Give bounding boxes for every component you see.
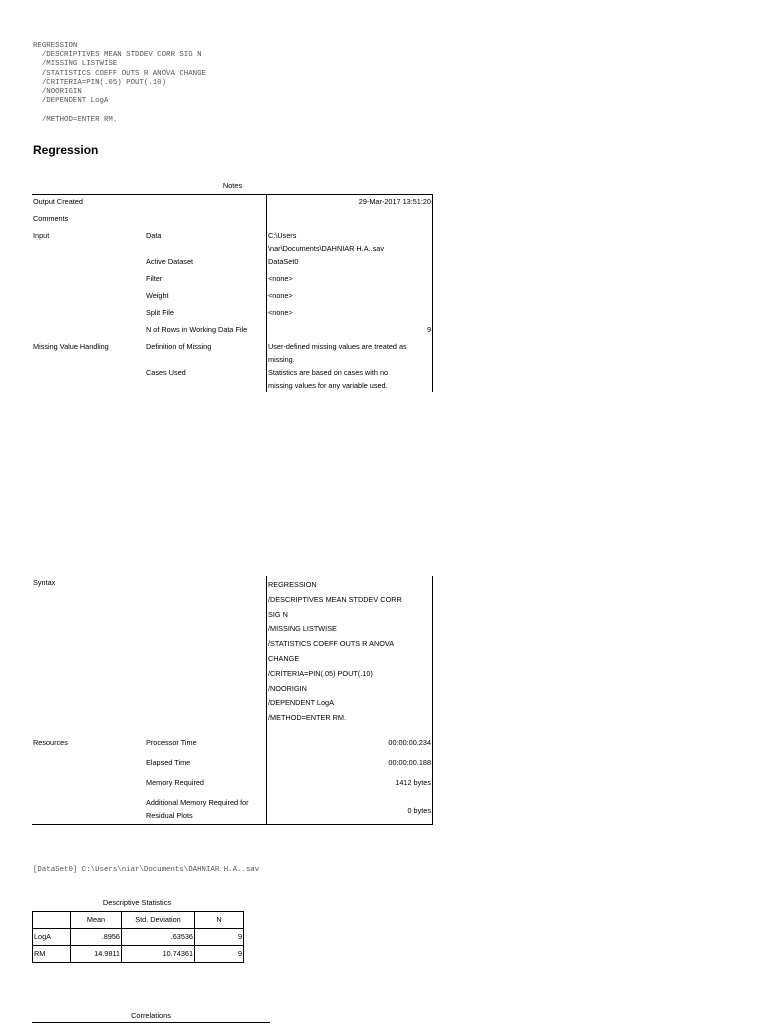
syntax-line: /STATISTICS COEFF OUTS R ANOVA CHANGE <box>33 69 206 78</box>
syntax-value-line: /CRITERIA=PIN(.05) POUT(.10) <box>268 668 373 678</box>
syntax-value-line: /STATISTICS COEFF OUTS R ANOVA <box>268 639 395 649</box>
syntax-line: /NOORIGIN <box>33 88 82 97</box>
syntax-value-line: REGRESSION <box>268 580 317 589</box>
header-cell: Mean <box>71 912 122 929</box>
table-row <box>33 929 244 946</box>
row-sublabel: Active Dataset <box>146 257 194 266</box>
row-sublabel <box>145 212 267 229</box>
data-path-line1: C:\Users <box>268 231 297 240</box>
row-value: DataSet0 <box>267 255 433 272</box>
row-sublabel: Memory Required <box>146 778 204 787</box>
descriptive-table <box>32 911 244 963</box>
row-value <box>267 366 433 392</box>
row-value: <none> <box>267 272 433 289</box>
table-header-row <box>33 912 244 929</box>
row-value: 00:00:00.234 <box>267 736 433 756</box>
correlations-table-top-border <box>32 1022 270 1023</box>
table-row <box>32 366 433 392</box>
syntax-line: /DESCRIPTIVES MEAN STDDEV CORR SIG N <box>33 51 202 60</box>
row-label <box>32 366 145 392</box>
row-sublabel <box>145 796 267 825</box>
row-label <box>32 323 145 340</box>
syntax-value-line: /DEPENDENT LogA <box>268 698 334 708</box>
row-sublabel <box>145 195 267 213</box>
dataset-line: [DataSet0] C:\Users\niar\Documents\DAHNIAR H.A..sav <box>33 866 260 874</box>
table-row <box>32 255 433 272</box>
row-label: Missing Value Handling <box>33 342 109 351</box>
add-memory-line1: Additional Memory Required for <box>146 798 249 807</box>
row-value: <none> <box>267 289 433 306</box>
row-label: Syntax <box>33 578 56 587</box>
table-row <box>32 340 433 366</box>
cases-line1: Statistics are based on cases with no <box>268 368 389 377</box>
row-label <box>32 306 145 323</box>
def-missing-line2: missing. <box>268 355 295 364</box>
row-value <box>267 340 433 366</box>
notes-caption: Notes <box>222 181 243 190</box>
syntax-value-line: /DESCRIPTIVES MEAN STDDEV CORR <box>268 594 402 604</box>
table-row <box>32 212 433 229</box>
descriptive-caption: Descriptive Statistics <box>102 898 172 907</box>
table-row <box>32 323 433 340</box>
row-value: <none> <box>267 306 433 323</box>
row-value: 1412 bytes <box>267 776 433 796</box>
row-value: 9 <box>267 323 433 340</box>
row-label: Output Created <box>32 195 145 213</box>
cell-std: 10.74361 <box>122 946 195 963</box>
row-label: LogA <box>33 929 71 946</box>
row-label <box>32 796 145 825</box>
syntax-value-line: SIG N <box>268 609 288 619</box>
row-sublabel: Elapsed Time <box>146 758 191 767</box>
row-label <box>32 255 145 272</box>
row-label: Comments <box>33 214 69 223</box>
row-label: RM <box>33 946 71 963</box>
add-memory-line2: Residual Plots <box>146 811 193 820</box>
cell-std: .63536 <box>122 929 195 946</box>
regression-heading: Regression <box>33 143 99 157</box>
header-cell: Std. Deviation <box>122 912 195 929</box>
row-sublabel <box>145 576 267 736</box>
correlations-caption: Correlations <box>131 1011 171 1020</box>
row-value: 00:00:00.188 <box>267 756 433 776</box>
row-sublabel: Definition of Missing <box>146 342 212 351</box>
cell-mean: 14.9811 <box>71 946 122 963</box>
data-path-line2: \nar\Documents\DAHNIAR H.A..sav <box>268 244 384 253</box>
row-value <box>267 229 433 255</box>
table-row <box>32 756 433 776</box>
table-row <box>32 289 433 306</box>
notes-table-part2 <box>32 576 433 825</box>
syntax-value-lines <box>268 578 432 726</box>
table-row <box>32 195 433 213</box>
cases-line2: missing values for any variable used. <box>268 381 388 390</box>
row-sublabel: Data <box>146 231 162 240</box>
syntax-value-line: CHANGE <box>268 653 300 663</box>
row-label <box>32 289 145 306</box>
syntax-value-line: /NOORIGIN <box>268 683 307 693</box>
table-row <box>32 576 433 736</box>
row-value: 0 bytes <box>267 796 433 825</box>
syntax-value-line: /MISSING LISTWISE <box>268 624 337 634</box>
row-label: Resources <box>33 738 68 747</box>
row-sublabel: N of Rows in Working Data File <box>146 325 248 334</box>
header-cell <box>33 912 71 929</box>
table-row <box>32 229 433 255</box>
table-row <box>32 776 433 796</box>
row-label <box>32 776 145 796</box>
row-sublabel: Split File <box>146 308 174 317</box>
syntax-line: /CRITERIA=PIN(.05) POUT(.10) <box>33 78 167 87</box>
syntax-line: /MISSING LISTWISE <box>33 60 118 69</box>
syntax-method-line: /METHOD=ENTER RM. <box>33 116 118 124</box>
table-row <box>33 946 244 963</box>
cell-n: 9 <box>195 929 244 946</box>
cell-n: 9 <box>195 946 244 963</box>
def-missing-line1: User-defined missing values are treated as <box>268 342 407 351</box>
row-label <box>32 272 145 289</box>
table-row <box>32 736 433 756</box>
row-label: Input <box>33 231 50 240</box>
row-value <box>267 212 433 229</box>
row-sublabel: Weight <box>146 291 169 300</box>
header-cell: N <box>195 912 244 929</box>
syntax-value <box>267 576 433 736</box>
row-label <box>32 756 145 776</box>
syntax-value-line: /METHOD=ENTER RM. <box>268 713 347 723</box>
row-sublabel: Processor Time <box>146 738 197 747</box>
row-value: 29-Mar-2017 13:51:20 <box>267 195 433 213</box>
row-sublabel: Cases Used <box>146 368 186 377</box>
table-row <box>32 306 433 323</box>
notes-table-part1 <box>32 194 433 392</box>
row-sublabel: Filter <box>146 274 163 283</box>
syntax-text <box>33 42 206 106</box>
table-row <box>32 796 433 825</box>
syntax-line: REGRESSION <box>33 42 78 50</box>
table-row <box>32 272 433 289</box>
cell-mean: .8956 <box>71 929 122 946</box>
syntax-line: /DEPENDENT LogA <box>33 97 109 106</box>
